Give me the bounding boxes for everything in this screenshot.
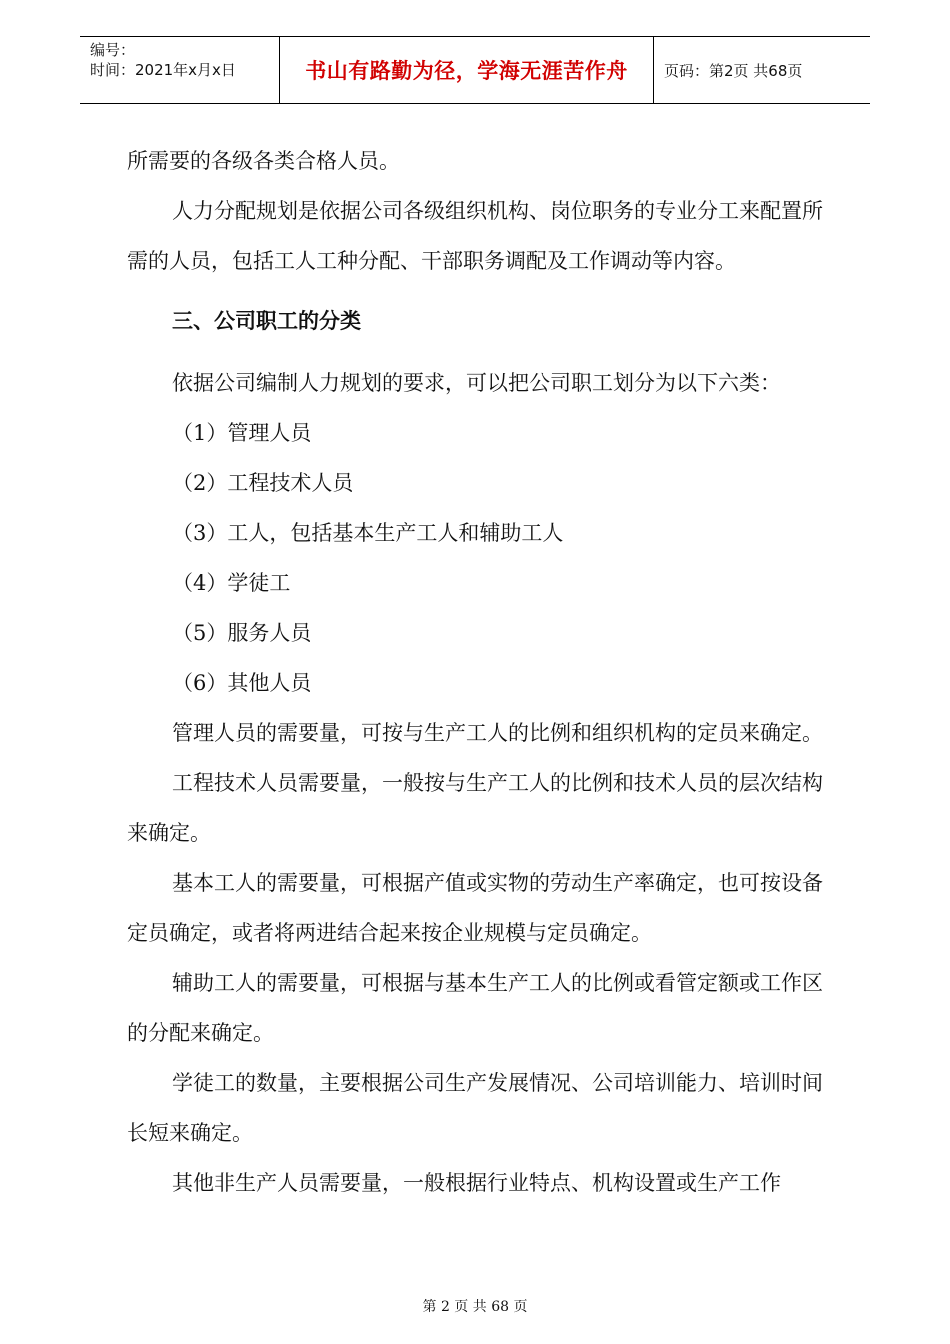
list-item: （2）工程技术人员 bbox=[172, 471, 354, 495]
body-paragraph: 人力分配规划是依据公司各级组织机构、岗位职务的专业分工来配置所需的人员，包括工人工种分配、干部职务调配及工作调动等内容。 bbox=[127, 199, 823, 273]
list-item: （5）服务人员 bbox=[172, 621, 312, 645]
page-footer: 第 2 页 共 68 页 bbox=[422, 1299, 528, 1315]
list-item: （4）学徒工 bbox=[172, 571, 291, 595]
header-meta-cell bbox=[80, 37, 280, 103]
body-paragraph: 工程技术人员需要量，一般按与生产工人的比例和技术人员的层次结构来确定。 bbox=[127, 771, 823, 845]
list-item: （1）管理人员 bbox=[172, 421, 312, 445]
header-page-info: 页码：第2页 共68页 bbox=[664, 61, 803, 80]
section-heading: 三、公司职工的分类 bbox=[172, 308, 361, 333]
header-motto: 书山有路勤为径，学海无涯苦作舟 bbox=[280, 37, 654, 103]
body-paragraph: 学徒工的数量，主要根据公司生产发展情况、公司培训能力、培训时间长短来确定。 bbox=[127, 1071, 823, 1145]
continuation-paragraph: 所需要的各级各类合格人员。 bbox=[127, 149, 400, 173]
body-paragraph: 依据公司编制人力规划的要求，可以把公司职工划分为以下六类： bbox=[172, 371, 781, 395]
body-paragraph: 辅助工人的需要量，可根据与基本生产工人的比例或看管定额或工作区的分配来确定。 bbox=[127, 971, 823, 1045]
list-item: （3）工人，包括基本生产工人和辅助工人 bbox=[172, 521, 564, 545]
body-paragraph: 基本工人的需要量，可根据产值或实物的劳动生产率确定，也可按设备定员确定，或者将两进结合起来按企业规模与定员确定。 bbox=[127, 871, 823, 945]
body-paragraph: 管理人员的需要量，可按与生产工人的比例和组织机构的定员来确定。 bbox=[172, 721, 823, 745]
document-number-label: 编号： bbox=[90, 41, 136, 59]
list-item: （6）其他人员 bbox=[172, 671, 312, 695]
page-header bbox=[80, 36, 870, 104]
document-time-label: 时间：2021年x月x日 bbox=[90, 61, 236, 79]
body-paragraph: 其他非生产人员需要量，一般根据行业特点、机构设置或生产工作 bbox=[172, 1171, 781, 1195]
document-body bbox=[127, 136, 827, 1208]
